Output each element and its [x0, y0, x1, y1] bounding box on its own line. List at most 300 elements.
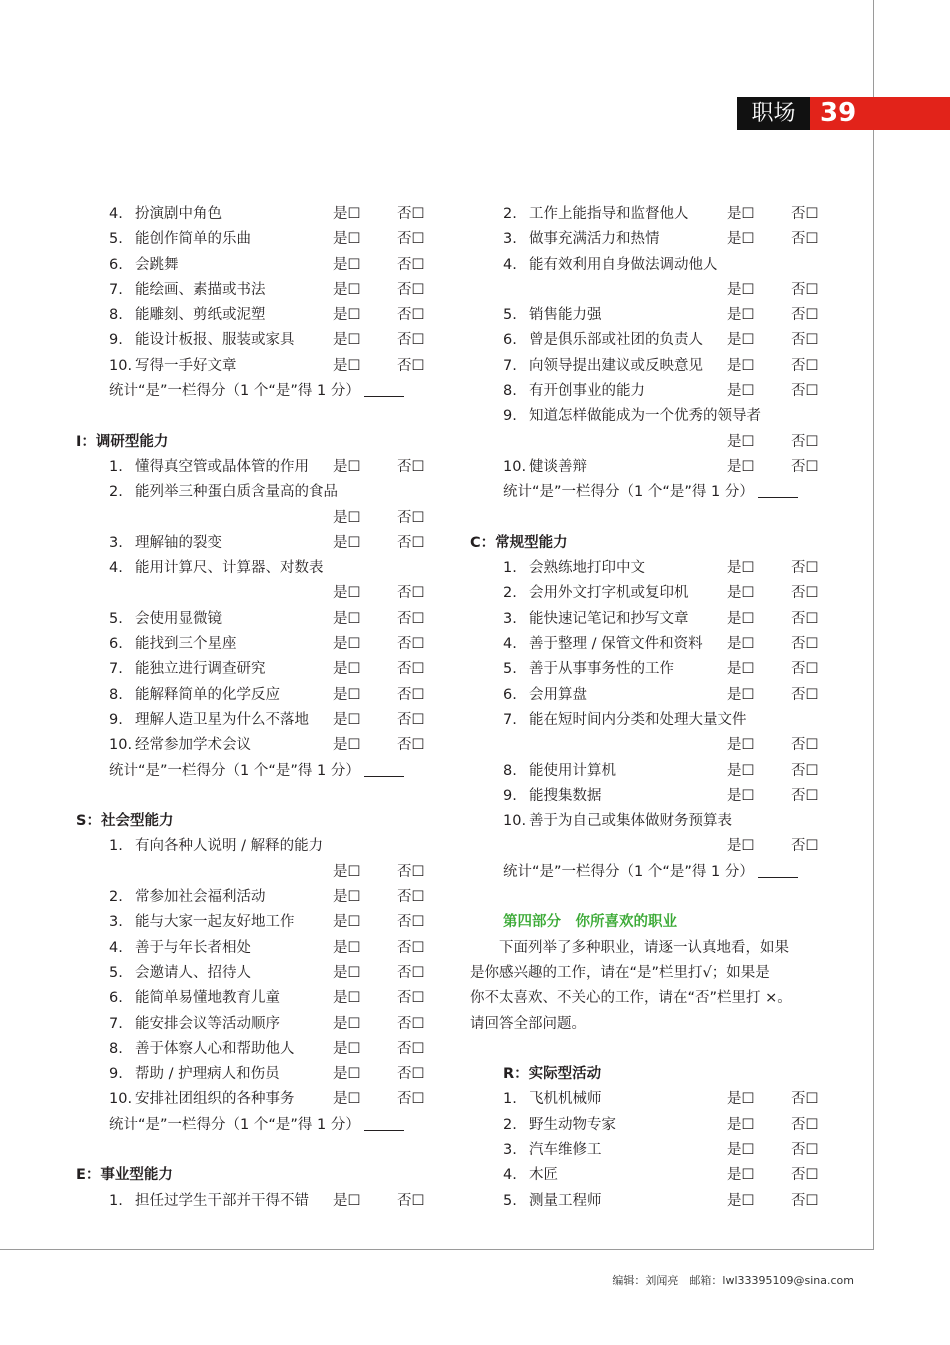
yes-checkbox[interactable]: 是☐	[727, 1116, 755, 1133]
yes-checkbox[interactable]: 是☐	[333, 585, 361, 602]
question-row	[76, 253, 476, 278]
no-checkbox[interactable]: 否☐	[791, 383, 819, 400]
yes-checkbox[interactable]: 是☐	[333, 636, 361, 653]
yes-checkbox[interactable]: 是☐	[333, 914, 361, 931]
question-text: 做事充满活力和热情	[529, 231, 660, 248]
yes-checkbox[interactable]: 是☐	[333, 737, 361, 754]
question-text: 能找到三个星座	[135, 636, 237, 653]
no-checkbox[interactable]: 否☐	[791, 838, 819, 855]
no-checkbox[interactable]: 否☐	[397, 585, 425, 602]
score-blank[interactable]	[364, 1114, 404, 1131]
yes-checkbox[interactable]: 是☐	[333, 1040, 361, 1057]
question-number: 5.	[109, 231, 123, 248]
yes-checkbox[interactable]: 是☐	[727, 332, 755, 349]
question-number: 5.	[109, 610, 123, 627]
yes-checkbox[interactable]: 是☐	[333, 534, 361, 551]
question-text: 善于从事事务性的工作	[529, 661, 674, 678]
question-row	[76, 278, 476, 303]
no-checkbox[interactable]: 否☐	[397, 307, 425, 324]
section-title-enterprising: E：事业型能力	[76, 1167, 173, 1184]
yes-checkbox[interactable]: 是☐	[333, 964, 361, 981]
yes-checkbox[interactable]: 是☐	[727, 231, 755, 248]
question-number: 4.	[109, 560, 123, 577]
question-text: 会用算盘	[529, 686, 587, 703]
question-text: 飞机机械师	[529, 1091, 602, 1108]
yes-checkbox[interactable]: 是☐	[727, 206, 755, 222]
yes-checkbox[interactable]: 是☐	[727, 357, 755, 374]
no-checkbox[interactable]: 否☐	[397, 1040, 425, 1057]
question-number: 6.	[503, 686, 517, 703]
question-row	[470, 657, 870, 682]
no-checkbox[interactable]: 否☐	[397, 686, 425, 703]
question-number: 5.	[503, 307, 517, 324]
question-text: 测量工程师	[529, 1192, 602, 1209]
question-row	[76, 1062, 476, 1087]
yes-checkbox[interactable]: 是☐	[333, 661, 361, 678]
question-number: 6.	[109, 636, 123, 653]
no-checkbox[interactable]: 否☐	[397, 711, 425, 728]
no-checkbox[interactable]: 否☐	[791, 585, 819, 602]
question-text: 常参加社会福利活动	[135, 889, 266, 906]
question-text: 向领导提出建议或反映意见	[529, 357, 703, 374]
question-text: 会邀请人、招待人	[135, 964, 251, 981]
question-row	[470, 1163, 870, 1188]
yes-checkbox[interactable]: 是☐	[333, 610, 361, 627]
question-number: 8.	[109, 1040, 123, 1057]
yes-checkbox[interactable]: 是☐	[727, 610, 755, 627]
question-number: 10.	[109, 737, 133, 754]
question-number: 8.	[109, 686, 123, 703]
question-text: 工作上能指导和监督他人	[529, 206, 689, 222]
question-text: 能创作简单的乐曲	[135, 231, 251, 248]
question-row	[76, 708, 476, 733]
question-text: 善于为自己或集体做财务预算表	[529, 813, 732, 830]
yes-checkbox[interactable]: 是☐	[727, 281, 755, 298]
yes-checkbox[interactable]: 是☐	[333, 1091, 361, 1108]
yes-checkbox[interactable]: 是☐	[333, 256, 361, 273]
footer-editor-info: 编辑：刘闻亮 邮箱：lwl33395109@sina.com	[612, 1274, 854, 1287]
no-checkbox[interactable]: 否☐	[397, 889, 425, 906]
yes-checkbox[interactable]: 是☐	[727, 1167, 755, 1184]
realistic-occupation-list	[470, 1087, 870, 1213]
question-row	[76, 1037, 476, 1062]
no-checkbox[interactable]: 否☐	[791, 332, 819, 349]
yes-checkbox[interactable]: 是☐	[333, 889, 361, 906]
question-text: 善于体察人心和帮助他人	[135, 1040, 295, 1057]
no-checkbox[interactable]: 否☐	[791, 787, 819, 804]
no-checkbox[interactable]: 否☐	[791, 636, 819, 653]
no-checkbox[interactable]: 否☐	[397, 534, 425, 551]
social-ability-list	[76, 834, 476, 1112]
yes-checkbox[interactable]: 是☐	[333, 458, 361, 475]
question-row	[76, 910, 476, 935]
question-number: 2.	[109, 484, 123, 501]
question-number: 9.	[503, 787, 517, 804]
yes-checkbox[interactable]: 是☐	[727, 661, 755, 678]
question-number: 4.	[503, 1167, 517, 1184]
question-row	[76, 885, 476, 910]
yes-checkbox[interactable]: 是☐	[727, 560, 755, 577]
no-checkbox[interactable]: 否☐	[397, 939, 425, 956]
question-text: 能使用计算机	[529, 762, 616, 779]
question-text: 担任过学生干部并干得不错	[135, 1192, 309, 1209]
question-text: 帮助 / 护理病人和伤员	[135, 1066, 280, 1083]
question-number: 6.	[109, 256, 123, 273]
question-number: 10.	[109, 1091, 133, 1108]
question-row	[470, 404, 870, 429]
question-row	[470, 328, 870, 353]
investigative-ability-list	[76, 455, 476, 759]
question-row	[470, 1087, 870, 1112]
question-number: 7.	[109, 661, 123, 678]
question-row	[470, 202, 870, 227]
score-blank[interactable]	[364, 380, 404, 397]
question-text: 能绘画、素描或书法	[135, 281, 266, 298]
question-number: 8.	[503, 383, 517, 400]
question-text: 写得一手好文章	[135, 357, 237, 374]
conventional-ability-list	[470, 556, 870, 860]
no-checkbox[interactable]: 否☐	[791, 560, 819, 577]
question-number: 4.	[503, 636, 517, 653]
yes-checkbox[interactable]: 是☐	[333, 686, 361, 703]
question-number: 3.	[503, 610, 517, 627]
no-checkbox[interactable]: 否☐	[397, 256, 425, 273]
score-blank[interactable]	[364, 760, 404, 777]
yes-checkbox[interactable]: 是☐	[333, 939, 361, 956]
question-text: 曾是俱乐部或社团的负责人	[529, 332, 703, 349]
score-line: 统计“是”一栏得分（1 个“是”得 1 分）	[76, 759, 476, 784]
question-row	[76, 556, 476, 581]
right-column	[470, 202, 870, 1214]
question-text: 能独立进行调查研究	[135, 661, 266, 678]
yes-checkbox[interactable]: 是☐	[333, 332, 361, 349]
question-row	[76, 657, 476, 682]
question-row	[470, 227, 870, 252]
question-row	[76, 1012, 476, 1037]
score-line: 统计“是”一栏得分（1 个“是”得 1 分）	[76, 379, 476, 404]
question-row	[76, 834, 476, 859]
question-number: 10.	[109, 357, 133, 374]
yes-checkbox[interactable]: 是☐	[727, 307, 755, 324]
question-number: 1.	[109, 838, 123, 855]
question-row	[470, 759, 870, 784]
question-text: 会跳舞	[135, 256, 179, 273]
yes-checkbox[interactable]: 是☐	[727, 838, 755, 855]
instruction-line: 下面列举了多种职业，请逐一认真地看，如果	[470, 939, 789, 956]
section-title-conventional: C：常规型能力	[470, 534, 568, 551]
question-row	[76, 607, 476, 632]
question-text: 能有效利用自身做法调动他人	[529, 256, 718, 273]
question-text: 有向各种人说明 / 解释的能力	[135, 838, 324, 855]
question-row	[76, 986, 476, 1011]
no-checkbox[interactable]: 否☐	[397, 914, 425, 931]
question-number: 9.	[109, 711, 123, 728]
no-checkbox[interactable]: 否☐	[791, 686, 819, 703]
question-row	[76, 632, 476, 657]
no-checkbox[interactable]: 否☐	[791, 206, 819, 222]
yes-checkbox[interactable]: 是☐	[727, 762, 755, 779]
question-answer-row	[76, 860, 476, 885]
question-number: 7.	[503, 357, 517, 374]
question-row	[470, 379, 870, 404]
no-checkbox[interactable]: 否☐	[791, 1141, 819, 1158]
score-blank[interactable]	[758, 481, 798, 498]
question-row	[470, 632, 870, 657]
yes-checkbox[interactable]: 是☐	[727, 585, 755, 602]
question-number: 9.	[109, 1066, 123, 1083]
yes-checkbox[interactable]: 是☐	[333, 711, 361, 728]
question-number: 7.	[109, 281, 123, 298]
page-margin-vertical-rule	[873, 0, 874, 1250]
question-row	[76, 683, 476, 708]
question-answer-row	[76, 506, 476, 531]
question-number: 4.	[503, 256, 517, 273]
question-row	[76, 1087, 476, 1112]
question-number: 10.	[503, 458, 527, 475]
question-answer-row	[470, 733, 870, 758]
yes-checkbox[interactable]: 是☐	[333, 1015, 361, 1032]
question-row	[470, 455, 870, 480]
question-text: 会熟练地打印中文	[529, 560, 645, 577]
no-checkbox[interactable]: 否☐	[397, 737, 425, 754]
question-row	[76, 733, 476, 758]
question-text: 会使用显微镜	[135, 610, 222, 627]
question-answer-row	[470, 278, 870, 303]
question-text: 会用外文打字机或复印机	[529, 585, 689, 602]
question-row	[76, 480, 476, 505]
question-text: 销售能力强	[529, 307, 602, 324]
yes-checkbox[interactable]: 是☐	[333, 307, 361, 324]
yes-checkbox[interactable]: 是☐	[727, 383, 755, 400]
question-text: 有开创事业的能力	[529, 383, 645, 400]
question-number: 3.	[109, 914, 123, 931]
no-checkbox[interactable]: 否☐	[791, 231, 819, 248]
question-row	[76, 455, 476, 480]
question-text: 理解铀的裂变	[135, 534, 222, 551]
question-text: 经常参加学术会议	[135, 737, 251, 754]
question-row	[76, 531, 476, 556]
question-number: 8.	[503, 762, 517, 779]
question-text: 能雕刻、剪纸或泥塑	[135, 307, 266, 324]
question-text: 健谈善辩	[529, 458, 587, 475]
yes-checkbox[interactable]: 是☐	[333, 509, 361, 526]
question-text: 野生动物专家	[529, 1116, 616, 1133]
yes-checkbox[interactable]: 是☐	[727, 737, 755, 754]
question-row	[76, 1189, 476, 1214]
yes-checkbox[interactable]: 是☐	[727, 433, 755, 450]
question-text: 能用计算尺、计算器、对数表	[135, 560, 324, 577]
yes-checkbox[interactable]: 是☐	[727, 1192, 755, 1209]
question-text: 能安排会议等活动顺序	[135, 1015, 280, 1032]
yes-checkbox[interactable]: 是☐	[333, 990, 361, 1007]
no-checkbox[interactable]: 否☐	[397, 863, 425, 880]
question-row	[76, 961, 476, 986]
no-checkbox[interactable]: 否☐	[397, 1066, 425, 1083]
yes-checkbox[interactable]: 是☐	[333, 863, 361, 880]
question-row	[470, 683, 870, 708]
artistic-ability-list	[76, 202, 476, 379]
no-checkbox[interactable]: 否☐	[791, 1167, 819, 1184]
question-row	[470, 1113, 870, 1138]
page-number-tab: 39	[810, 97, 950, 130]
question-row	[470, 708, 870, 733]
question-text: 理解人造卫星为什么不落地	[135, 711, 309, 728]
section-title-investigative: I：调研型能力	[76, 433, 169, 450]
question-number: 4.	[109, 939, 123, 956]
no-checkbox[interactable]: 否☐	[791, 357, 819, 374]
question-number: 7.	[109, 1015, 123, 1032]
section-title-realistic-activities: R：实际型活动	[503, 1066, 602, 1083]
question-row	[76, 354, 476, 379]
question-number: 4.	[109, 206, 123, 222]
question-text: 知道怎样做能成为一个优秀的领导者	[529, 408, 761, 425]
question-answer-row	[470, 834, 870, 859]
question-number: 2.	[503, 206, 517, 222]
yes-checkbox[interactable]: 是☐	[727, 458, 755, 475]
question-row	[76, 936, 476, 961]
no-checkbox[interactable]: 否☐	[791, 610, 819, 627]
question-row	[76, 303, 476, 328]
question-row	[76, 202, 476, 227]
no-checkbox[interactable]: 否☐	[397, 964, 425, 981]
question-row	[76, 227, 476, 252]
question-text: 能快速记笔记和抄写文章	[529, 610, 689, 627]
no-checkbox[interactable]: 否☐	[397, 332, 425, 349]
no-checkbox[interactable]: 否☐	[791, 737, 819, 754]
no-checkbox[interactable]: 否☐	[791, 661, 819, 678]
no-checkbox[interactable]: 否☐	[791, 433, 819, 450]
score-blank[interactable]	[758, 861, 798, 878]
no-checkbox[interactable]: 否☐	[791, 762, 819, 779]
question-number: 9.	[503, 408, 517, 425]
question-row	[470, 607, 870, 632]
enterprising-ability-list-start	[76, 1189, 476, 1214]
no-checkbox[interactable]: 否☐	[397, 231, 425, 248]
question-number: 10.	[503, 813, 527, 830]
question-text: 扮演剧中角色	[135, 206, 222, 222]
no-checkbox[interactable]: 否☐	[397, 610, 425, 627]
question-row	[470, 581, 870, 606]
question-text: 汽车维修工	[529, 1141, 602, 1158]
score-line: 统计“是”一栏得分（1 个“是”得 1 分）	[470, 480, 870, 505]
question-number: 6.	[109, 990, 123, 1007]
question-text: 能列举三种蛋白质含量高的食品	[135, 484, 338, 501]
part-four-instructions	[470, 936, 832, 1037]
question-number: 2.	[503, 585, 517, 602]
no-checkbox[interactable]: 否☐	[397, 281, 425, 298]
question-number: 1.	[109, 1192, 123, 1209]
yes-checkbox[interactable]: 是☐	[333, 1192, 361, 1209]
question-row	[470, 784, 870, 809]
question-number: 3.	[503, 231, 517, 248]
no-checkbox[interactable]: 否☐	[397, 990, 425, 1007]
section-title-social: S：社会型能力	[76, 813, 174, 830]
no-checkbox[interactable]: 否☐	[397, 206, 425, 222]
part-four-title: 第四部分 你所喜欢的职业	[503, 914, 677, 931]
question-number: 5.	[109, 964, 123, 981]
yes-checkbox[interactable]: 是☐	[333, 206, 361, 222]
question-text: 能与大家一起友好地工作	[135, 914, 295, 931]
no-checkbox[interactable]: 否☐	[791, 281, 819, 298]
yes-checkbox[interactable]: 是☐	[333, 281, 361, 298]
instruction-line: 你不太喜欢、不关心的工作，请在“否”栏里打 ×。	[470, 990, 792, 1007]
question-row	[470, 1138, 870, 1163]
question-text: 能搜集数据	[529, 787, 602, 804]
no-checkbox[interactable]: 否☐	[791, 458, 819, 475]
question-text: 能解释简单的化学反应	[135, 686, 280, 703]
no-checkbox[interactable]: 否☐	[397, 458, 425, 475]
question-text: 善于整理 / 保管文件和资料	[529, 636, 703, 653]
question-number: 2.	[503, 1116, 517, 1133]
question-text: 能设计板报、服装或家具	[135, 332, 295, 349]
question-row	[470, 303, 870, 328]
question-number: 8.	[109, 307, 123, 324]
question-number: 3.	[109, 534, 123, 551]
no-checkbox[interactable]: 否☐	[397, 1091, 425, 1108]
question-text: 善于与年长者相处	[135, 939, 251, 956]
no-checkbox[interactable]: 否☐	[791, 1192, 819, 1209]
no-checkbox[interactable]: 否☐	[397, 636, 425, 653]
question-text: 懂得真空管或晶体管的作用	[135, 458, 309, 475]
yes-checkbox[interactable]: 是☐	[333, 357, 361, 374]
no-checkbox[interactable]: 否☐	[791, 307, 819, 324]
section-tab: 职场	[737, 97, 810, 130]
question-row	[470, 354, 870, 379]
question-number: 1.	[503, 1091, 517, 1108]
yes-checkbox[interactable]: 是☐	[333, 231, 361, 248]
question-number: 1.	[503, 560, 517, 577]
no-checkbox[interactable]: 否☐	[397, 509, 425, 526]
question-number: 5.	[503, 661, 517, 678]
question-number: 2.	[109, 889, 123, 906]
question-number: 6.	[503, 332, 517, 349]
score-line: 统计“是”一栏得分（1 个“是”得 1 分）	[470, 860, 870, 885]
no-checkbox[interactable]: 否☐	[397, 661, 425, 678]
score-line: 统计“是”一栏得分（1 个“是”得 1 分）	[76, 1113, 476, 1138]
question-answer-row	[470, 430, 870, 455]
yes-checkbox[interactable]: 是☐	[727, 1091, 755, 1108]
question-number: 1.	[109, 458, 123, 475]
question-answer-row	[76, 581, 476, 606]
question-row	[76, 328, 476, 353]
question-number: 7.	[503, 711, 517, 728]
question-text: 木匠	[529, 1167, 558, 1184]
yes-checkbox[interactable]: 是☐	[727, 1141, 755, 1158]
no-checkbox[interactable]: 否☐	[397, 1192, 425, 1209]
instruction-line: 是你感兴趣的工作，请在“是”栏里打√；如果是	[470, 964, 770, 981]
yes-checkbox[interactable]: 是☐	[333, 1066, 361, 1083]
no-checkbox[interactable]: 否☐	[791, 1091, 819, 1108]
question-row	[470, 809, 870, 834]
question-number: 3.	[503, 1141, 517, 1158]
no-checkbox[interactable]: 否☐	[397, 1015, 425, 1032]
instruction-line: 请回答全部问题。	[470, 1015, 586, 1032]
question-row	[470, 1189, 870, 1214]
yes-checkbox[interactable]: 是☐	[727, 787, 755, 804]
question-number: 9.	[109, 332, 123, 349]
question-row	[470, 253, 870, 278]
question-text: 能简单易懂地教育儿童	[135, 990, 280, 1007]
no-checkbox[interactable]: 否☐	[397, 357, 425, 374]
footer-rule	[0, 1249, 874, 1250]
question-text: 安排社团组织的各种事务	[135, 1091, 295, 1108]
enterprising-ability-list	[470, 202, 870, 480]
yes-checkbox[interactable]: 是☐	[727, 636, 755, 653]
yes-checkbox[interactable]: 是☐	[727, 686, 755, 703]
no-checkbox[interactable]: 否☐	[791, 1116, 819, 1133]
question-text: 能在短时间内分类和处理大量文件	[529, 711, 747, 728]
question-row	[470, 556, 870, 581]
